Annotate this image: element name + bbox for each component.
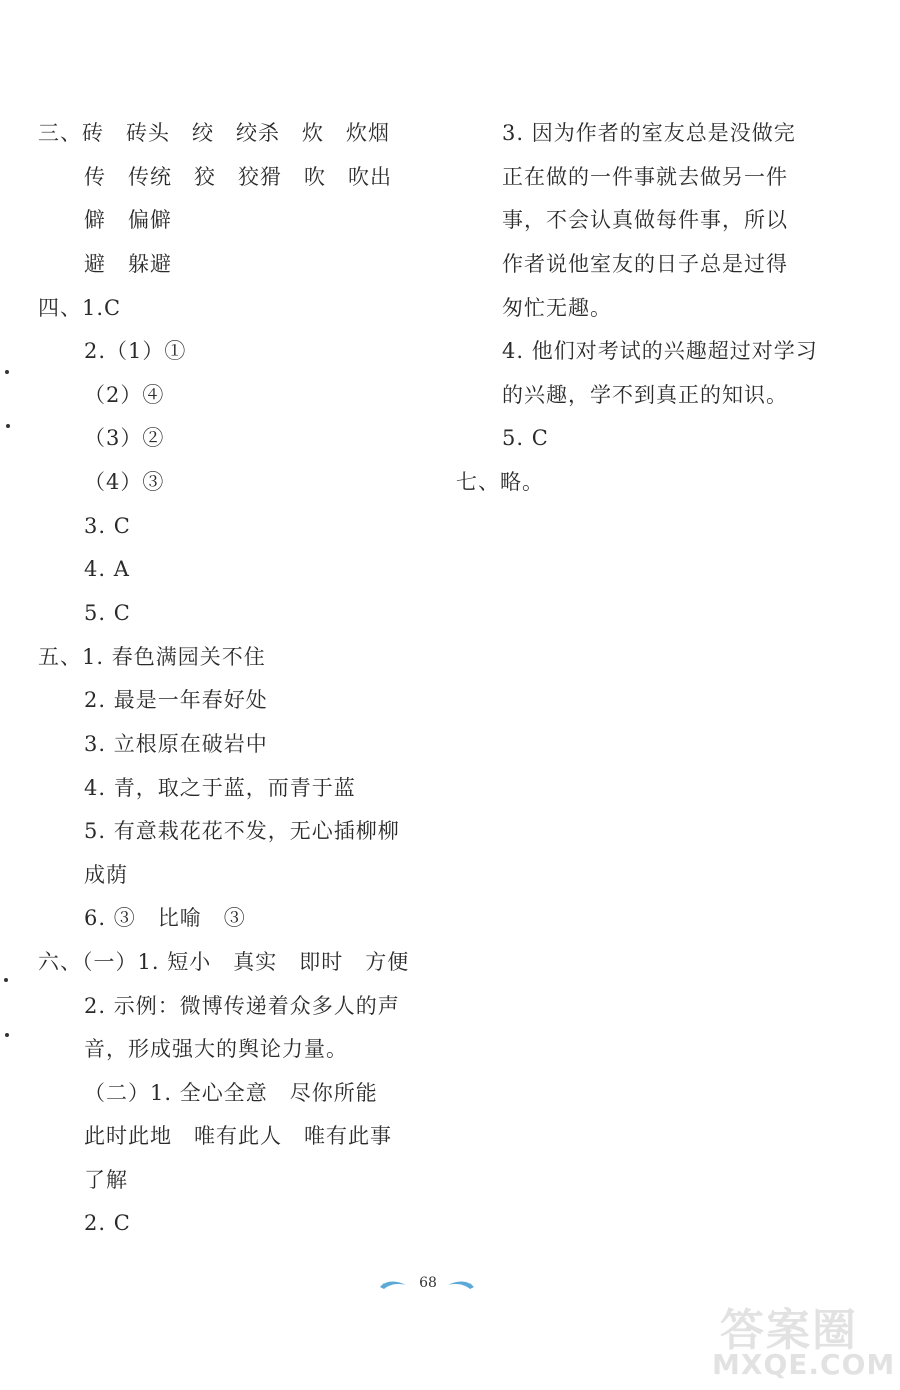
watermark-title: 答案圈 (720, 1305, 858, 1356)
watermark (692, 1294, 896, 1384)
answer-line: 4. 青，取之于蓝，而青于蓝 (84, 776, 356, 800)
answer-line: 此时此地 唯有此人 唯有此事 (84, 1124, 392, 1148)
answer-line: 4. 他们对考试的兴趣超过对学习 (502, 339, 818, 363)
answer-line: （4）③ (84, 470, 165, 494)
answer-line: 匆忙无趣。 (502, 296, 612, 320)
answer-line: 事，不会认真做每件事，所以 (502, 208, 788, 232)
answer-line: 2. C (84, 1211, 131, 1235)
scan-speck (5, 1033, 9, 1037)
answer-line: 作者说他室友的日子总是过得 (502, 252, 788, 276)
answer-line: （3）② (84, 426, 165, 450)
answer-line: 3. C (84, 514, 131, 538)
answer-line: 成荫 (84, 863, 128, 887)
watermark-url: MXQE.COM (712, 1348, 896, 1381)
answer-line: 2. 示例：微博传递着众多人的声 (84, 994, 400, 1018)
answer-line: 僻 偏僻 (84, 208, 172, 232)
answer-line: 的兴趣，学不到真正的知识。 (502, 383, 788, 407)
answer-line: 音，形成强大的舆论力量。 (84, 1037, 348, 1061)
answer-line: 2. 最是一年春好处 (84, 688, 268, 712)
answer-line: 3. 因为作者的室友总是没做完 (502, 121, 796, 145)
answer-line: 6. ③ 比喻 ③ (84, 906, 246, 930)
right-ornament-icon (446, 1279, 476, 1291)
answer-line: 七、略。 (456, 470, 544, 494)
answer-line: 三、砖 砖头 绞 绞杀 炊 炊烟 (38, 121, 390, 145)
answer-line: 五、1. 春色满园关不住 (38, 645, 266, 669)
answer-line: 2.（1）① (84, 339, 187, 363)
page-number: 68 (419, 1275, 437, 1291)
answer-line: （2）④ (84, 383, 165, 407)
answer-line: 5. C (502, 426, 549, 450)
answer-line: 避 躲避 (84, 252, 172, 276)
scan-speck (5, 370, 9, 374)
answer-line: 四、1.C (38, 296, 122, 320)
answer-line: （二）1. 全心全意 尽你所能 (84, 1081, 378, 1105)
answer-line: 正在做的一件事就去做另一件 (502, 165, 788, 189)
answer-line: 六、（一）1. 短小 真实 即时 方便 (38, 950, 410, 974)
scan-speck (4, 978, 8, 982)
left-ornament-icon (378, 1279, 408, 1291)
answer-line: 5. C (84, 601, 131, 625)
answer-line: 4. A (84, 557, 130, 581)
answer-line: 3. 立根原在破岩中 (84, 732, 268, 756)
answer-line: 传 传统 狡 狡猾 吹 吹出 (84, 165, 392, 189)
answer-line: 5. 有意栽花花不发，无心插柳柳 (84, 819, 400, 843)
scan-speck (6, 424, 10, 428)
answer-line: 了解 (84, 1168, 128, 1192)
